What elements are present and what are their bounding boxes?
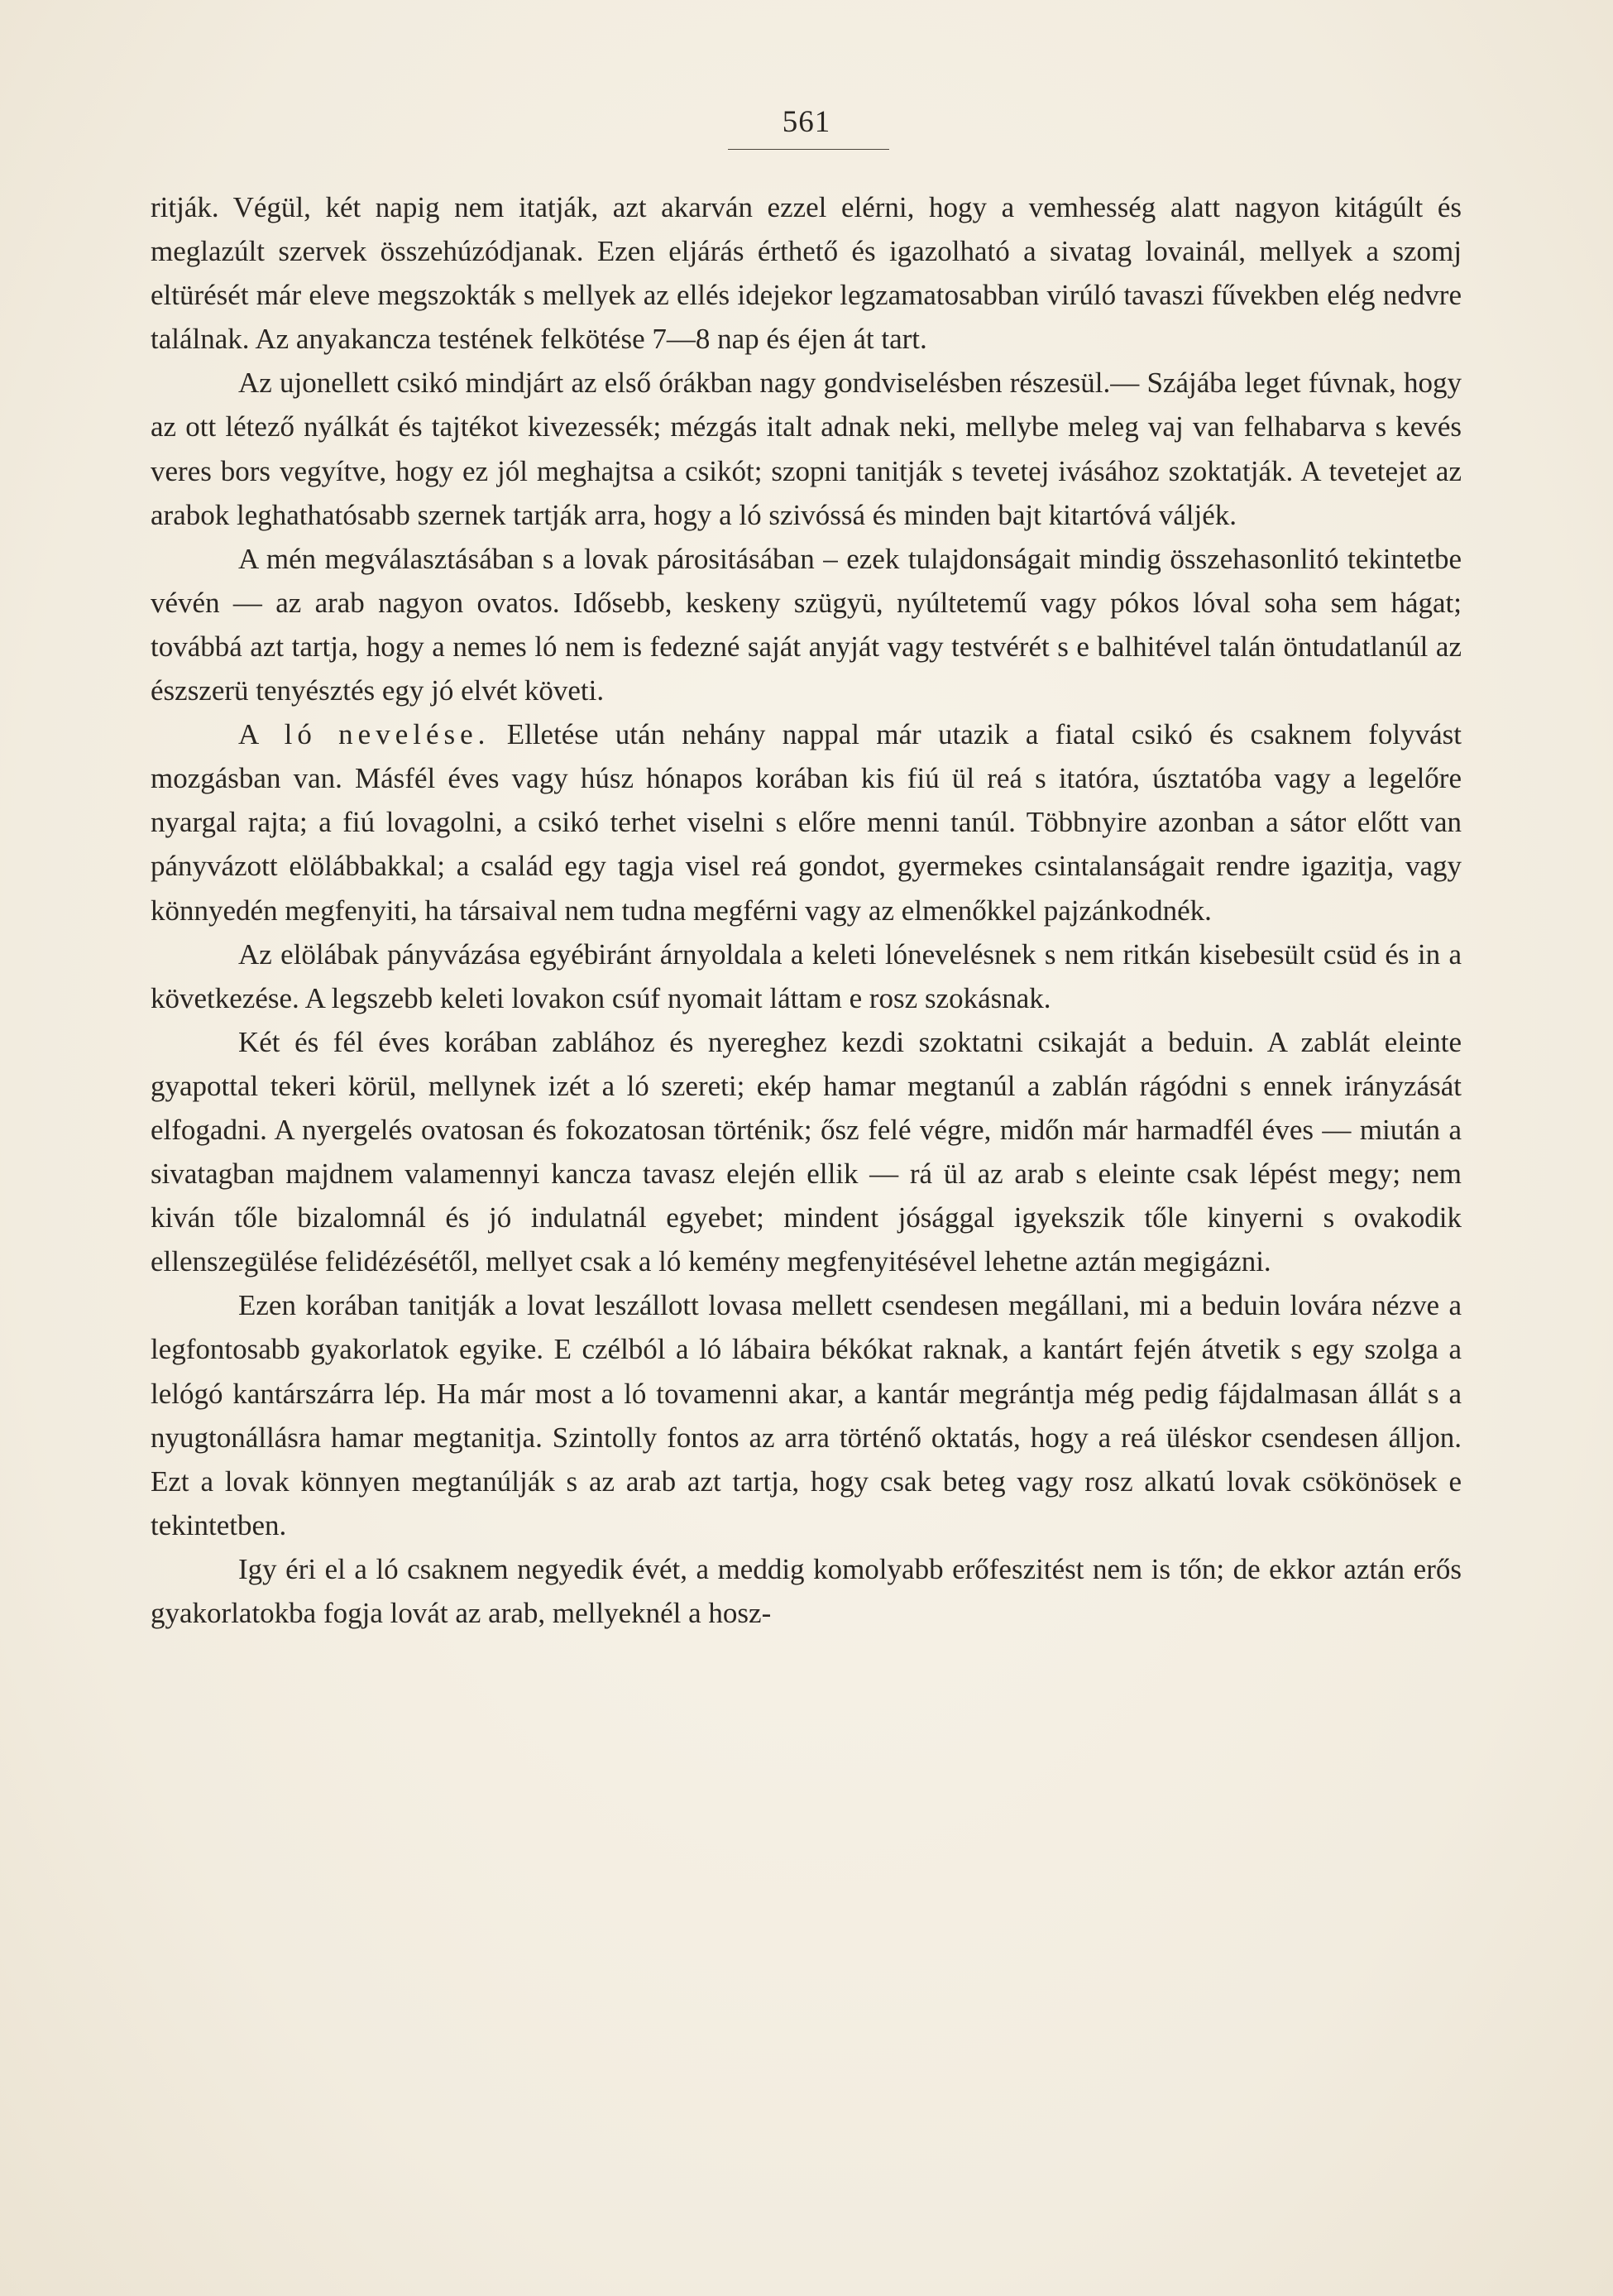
paragraph: [151, 932, 1462, 1020]
paragraph-text: ritják. Végül, két napig nem itatják, azt akarván ezzel elérni, hogy a vemhesség alatt nagyon kitágúlt és meglazúlt szervek összehúzódjanak. Ezen eljárás érthető és igazolható a sivatag lovainál, mellyek a szomj eltürését már eleve megszokták s mellyek az ellés idejekor legzamatosabban virúló tavaszi fűvekben elég nedvre találnak. Az anyakancza testének felkötése 7—8 nap és éjen át tart.: [151, 191, 1462, 356]
paragraph: [151, 1283, 1462, 1547]
paragraph: [151, 537, 1462, 712]
body-text: [151, 185, 1462, 1635]
paragraph: [151, 1020, 1462, 1284]
paragraph-text: Ezen korában tanitják a lovat leszállott lovasa mellett csendesen megállani, mi a beduin lovára nézve a legfontosabb gyakorlatok egyike. E czélból a ló lábaira békókat raknak, a kantárt fején átvetik s egy szolga a lelógó kantárszárra lép. Ha már most a ló tovamenni akar, a kantár megrántja még pedig fájdalmasan állát s a nyugtonállásra hamar megtanitja. Szintolly fontos az arra történő oktatás, hogy a reá üléskor csendesen álljon. Ezt a lovak könnyen megtanúlják s az arab azt tartja, hogy csak beteg vagy rosz alkatú lovak csökönösek e tekintetben.: [151, 1289, 1462, 1541]
paragraph: [151, 712, 1462, 932]
section-heading: A ló nevelése.: [238, 718, 491, 751]
paragraph-text: Két és fél éves korában zablához és nyereghez kezdi szoktatni csikaját a beduin. A zablát eleinte gyapottal tekeri körül, mellynek izét a ló szereti; ekép hamar megtanúl a zablán rágódni s ennek irányzását elfogadni. A nyergelés ovatosan és fokozatosan történik; ősz felé végre, midőn már harmadfél éves — miután a sivatagban majdnem valamennyi kancza tavasz elején ellik — rá ül az arab s eleinte csak lépést megy; nem kiván tőle bizalomnál és jó indulatnál egyebet; mindent jósággal igyekszik tőle kinyerni s ovakodik ellenszegülése felidézésétől, mellyet csak a ló kemény megfenyitésével lehetne aztán megigázni.: [151, 1025, 1462, 1278]
paragraph: [151, 1547, 1462, 1635]
paragraph-text: Az ujonellett csikó mindjárt az első órákban nagy gondviselésben részesül.— Szájába leget fúvnak, hogy az ott létező nyálkát és tajtékot kivezessék; mézgás italt adnak neki, mellybe meleg vaj van felhabarva s kevés veres bors vegyítve, hogy ez jól meghajtsa a csikót; szopni tanitják s tevetej ivásához szoktatják. A tevetejet az arabok leghathatósabb szernek tartják arra, hogy a ló szivóssá és minden bajt kitartóvá váljék.: [151, 367, 1462, 531]
page-number: 561: [782, 105, 831, 139]
paragraph-text: A mén megválasztásában s a lovak párositásában – ezek tulajdonságait mindig összehasonlitó tekintetbe vévén — az arab nagyon ovatos. Idősebb, keskeny szügyü, nyúltetemű vagy pókos lóval soha sem hágat; továbbá azt tartja, hogy a nemes ló nem is fedezné saját anyját vagy testvérét s e balhitével talán öntudatlanúl az észszerü tenyésztés egy jó elvét követi.: [151, 542, 1462, 707]
paragraph: [151, 361, 1462, 536]
paragraph: [151, 185, 1462, 361]
paragraph-text: Elletése után nehány nappal már utazik a fiatal csikó és csaknem folyvást mozgásban van. Másfél éves vagy húsz hónapos korában kis fiú ül reá s itatóra, úsztatóba vagy a legelőre nyargal rajta; a fiú lovagolni, a csikó terhet viselni s előre menni tanúl. Többnyire azonban a sátor előtt van pányvázott elölábbakkal; a család egy tagja visel reá gondot, gyermekes csintalanságait rendre igazitja, vagy könnyedén megfenyiti, ha társaival nem tudna megférni vagy az elmenőkkel pajzánkodnék.: [151, 718, 1462, 927]
paragraph-text: Az elölábak pányvázása egyébiránt árnyoldala a keleti lónevelésnek s nem ritkán kisebesült csüd és in a következése. A legszebb keleti lovakon csúf nyomait láttam e rosz szokásnak.: [151, 937, 1462, 1014]
header-rule: [728, 149, 889, 150]
paragraph-text: Igy éri el a ló csaknem negyedik évét, a meddig komolyabb erőfeszitést nem is tőn; de ekkor aztán erős gyakorlatokba fogja lovát az arab, mellyeknél a hosz-: [151, 1552, 1462, 1629]
